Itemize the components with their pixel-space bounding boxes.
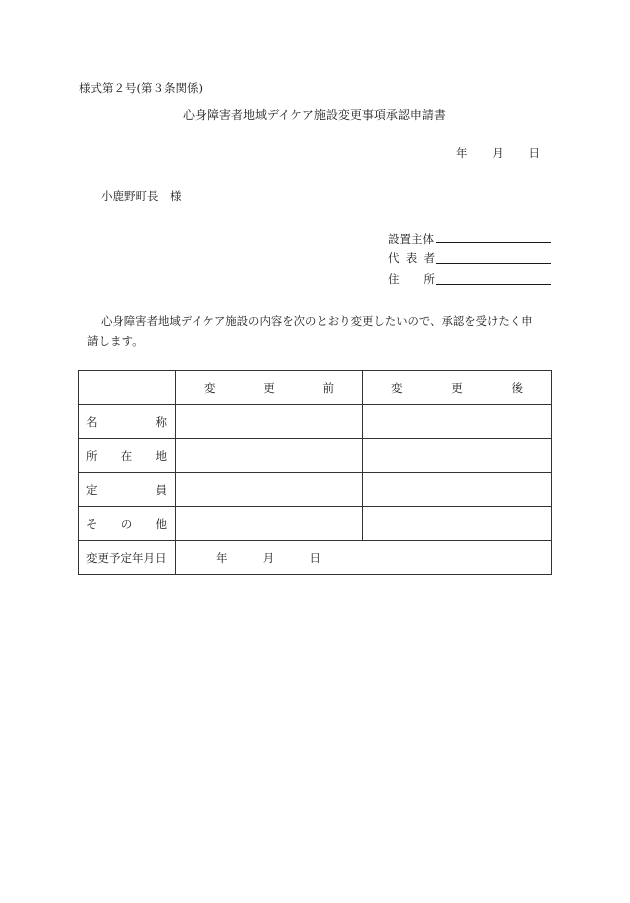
row-label-char: 所 xyxy=(86,448,98,463)
representative-char-1: 代 xyxy=(388,251,400,265)
name-after-cell[interactable] xyxy=(363,405,552,439)
name-before-cell[interactable] xyxy=(176,405,363,439)
capacity-after-cell[interactable] xyxy=(363,473,552,507)
location-before-cell[interactable] xyxy=(176,439,363,473)
capacity-before-cell[interactable] xyxy=(176,473,363,507)
table-header-row xyxy=(79,371,552,405)
body-text-line-2: 請します。 xyxy=(87,334,144,348)
row-label-name xyxy=(79,405,176,439)
date-day: 日 xyxy=(528,146,540,160)
table-row xyxy=(79,439,552,473)
row-label-char: 名 xyxy=(86,414,98,429)
header-blank-cell xyxy=(79,371,176,405)
addressee: 小鹿野町長 様 xyxy=(101,189,182,203)
other-before-cell[interactable] xyxy=(176,507,363,541)
body-text-line-1: 心身障害者地域デイケア施設の内容を次のとおり変更したいので、承認を受けたく申 xyxy=(101,314,533,328)
header-after xyxy=(363,371,552,405)
header-after-char-3: 後 xyxy=(511,380,523,395)
row-label-char: 定 xyxy=(86,482,98,497)
establisher-label: 設置主体 xyxy=(388,232,434,246)
address-field[interactable] xyxy=(436,284,551,285)
representative-label xyxy=(388,250,435,266)
row-label-other xyxy=(79,507,176,541)
row-label-location xyxy=(79,439,176,473)
change-date-month: 月 xyxy=(262,550,275,565)
row-label-char: 員 xyxy=(155,482,167,497)
row-label-char: 地 xyxy=(155,448,167,463)
representative-char-3: 者 xyxy=(423,251,435,265)
change-date-cell[interactable] xyxy=(176,541,552,575)
representative-field[interactable] xyxy=(436,263,551,264)
address-char-2: 所 xyxy=(423,272,435,286)
table-row xyxy=(79,405,552,439)
date-year: 年 xyxy=(456,146,468,160)
form-number: 様式第２号(第３条関係) xyxy=(79,81,203,95)
application-date xyxy=(456,145,540,161)
representative-char-2: 表 xyxy=(405,251,418,265)
header-before-char-3: 前 xyxy=(322,380,334,395)
row-label-change-date xyxy=(79,541,176,575)
row-label-char: そ xyxy=(86,516,98,531)
address-label xyxy=(388,271,435,287)
location-after-cell[interactable] xyxy=(363,439,552,473)
change-date-year: 年 xyxy=(216,550,228,565)
row-label-char: 称 xyxy=(155,414,167,429)
change-table xyxy=(78,370,552,575)
address-char-1: 住 xyxy=(388,272,400,286)
row-label-char: の xyxy=(120,516,133,531)
other-after-cell[interactable] xyxy=(363,507,552,541)
header-before xyxy=(176,371,363,405)
change-date-label: 変更予定年月日 xyxy=(86,550,167,565)
header-before-char-1: 変 xyxy=(204,380,216,395)
date-month: 月 xyxy=(492,146,504,160)
header-after-char-2: 更 xyxy=(451,380,463,395)
table-row xyxy=(79,507,552,541)
table-row xyxy=(79,541,552,575)
header-before-char-2: 更 xyxy=(263,380,275,395)
header-after-char-1: 変 xyxy=(391,380,403,395)
row-label-char: 他 xyxy=(155,516,167,531)
table-row xyxy=(79,473,552,507)
establisher-field[interactable] xyxy=(436,242,551,243)
row-label-capacity xyxy=(79,473,176,507)
document-title: 心身障害者地域デイケア施設変更事項承認申請書 xyxy=(183,108,446,122)
row-label-char: 在 xyxy=(120,448,133,463)
change-date-day: 日 xyxy=(309,550,321,565)
